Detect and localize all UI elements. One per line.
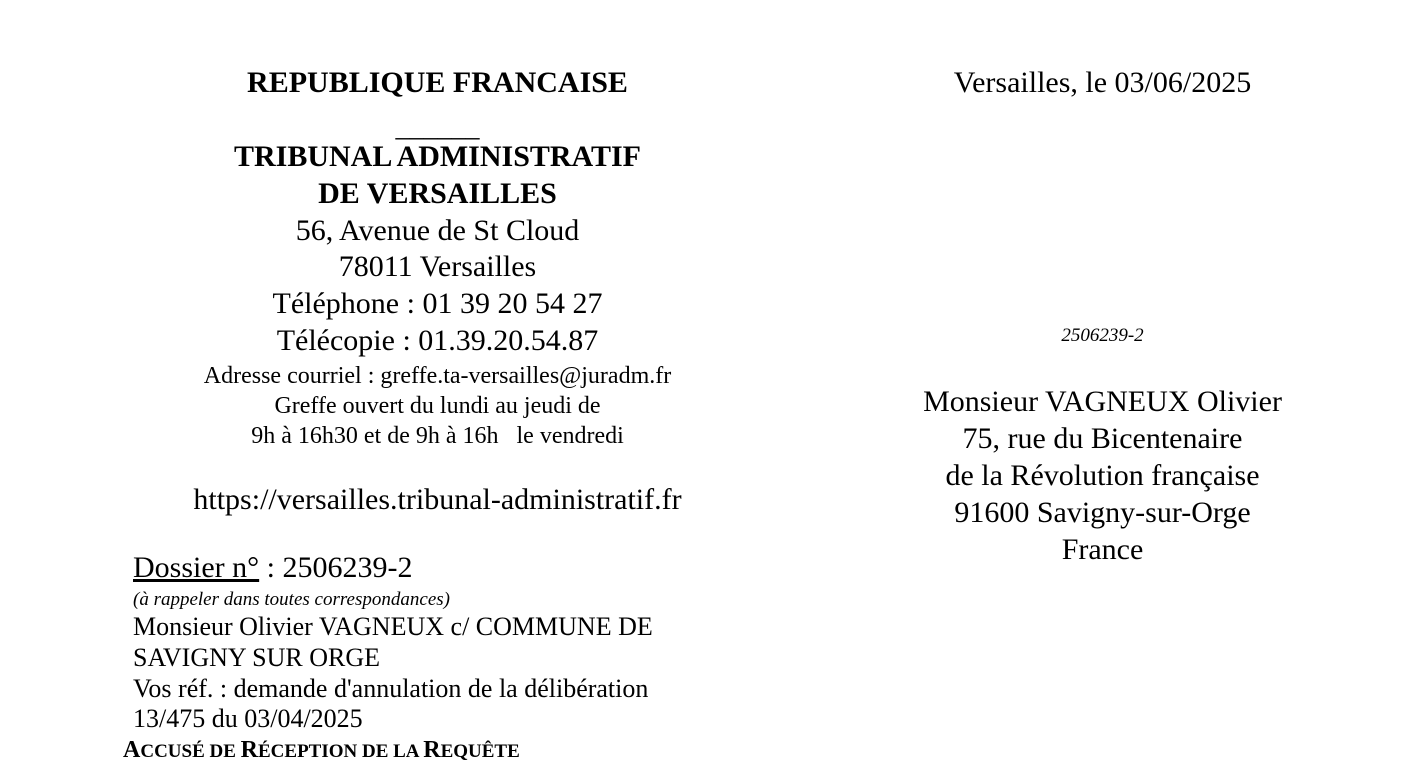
dossier-reference-line2: 13/475 du 03/04/2025: [133, 704, 363, 733]
republic-heading: REPUBLIQUE FRANCAISE: [247, 66, 628, 99]
court-name-line2: DE VERSAILLES: [318, 177, 557, 210]
court-fax: Télécopie : 01.39.20.54.87: [276, 324, 599, 357]
court-address-line2: 78011 Versailles: [338, 250, 537, 283]
dossier-line: [133, 553, 412, 583]
recipient-name: Monsieur VAGNEUX Olivier: [923, 385, 1282, 418]
dossier-reference-line1: Vos réf. : demande d'annulation de la délibération: [133, 674, 649, 703]
heading-separator: ______: [395, 112, 480, 143]
subject-part-a: CCUSÉ DE: [140, 741, 241, 762]
date-line: Versailles, le 03/06/2025: [953, 66, 1252, 99]
subject-cap-c: R: [423, 737, 441, 763]
court-hours-line1: Greffe ouvert du lundi au jeudi de: [274, 393, 601, 419]
court-hours-line2: 9h à 16h30 et de 9h à 16h le vendredi: [251, 423, 624, 449]
dossier-number: : 2506239-2: [259, 551, 413, 584]
subject-part-c: EQUÊTE: [440, 741, 520, 762]
court-name-line1: TRIBUNAL ADMINISTRATIF: [233, 140, 642, 173]
subject-line: [123, 738, 520, 762]
recipient-street-line2: de la Révolution française: [945, 459, 1260, 492]
dossier-reminder: (à rappeler dans toutes correspondances): [133, 589, 450, 610]
dossier-label: Dossier n°: [133, 551, 260, 584]
dossier-parties-line1: Monsieur Olivier VAGNEUX c/ COMMUNE DE: [133, 612, 653, 641]
dossier-parties-line2: SAVIGNY SUR ORGE: [133, 643, 381, 672]
court-telephone: Téléphone : 01 39 20 54 27: [272, 287, 603, 320]
subject-part-b: ÉCEPTION DE LA: [258, 741, 424, 762]
court-email: Adresse courriel : greffe.ta-versailles@juradm.fr: [203, 363, 672, 389]
recipient-country: France: [1061, 533, 1144, 566]
reference-code: 2506239-2: [1061, 325, 1144, 346]
court-website: https://versailles.tribunal-administratif.fr: [193, 483, 682, 516]
subject-cap-b: R: [240, 737, 258, 763]
recipient-street-line1: 75, rue du Bicentenaire: [962, 422, 1243, 455]
subject-cap-a: A: [123, 737, 141, 763]
court-address-line1: 56, Avenue de St Cloud: [295, 214, 580, 247]
recipient-city: 91600 Savigny-sur-Orge: [954, 496, 1251, 529]
